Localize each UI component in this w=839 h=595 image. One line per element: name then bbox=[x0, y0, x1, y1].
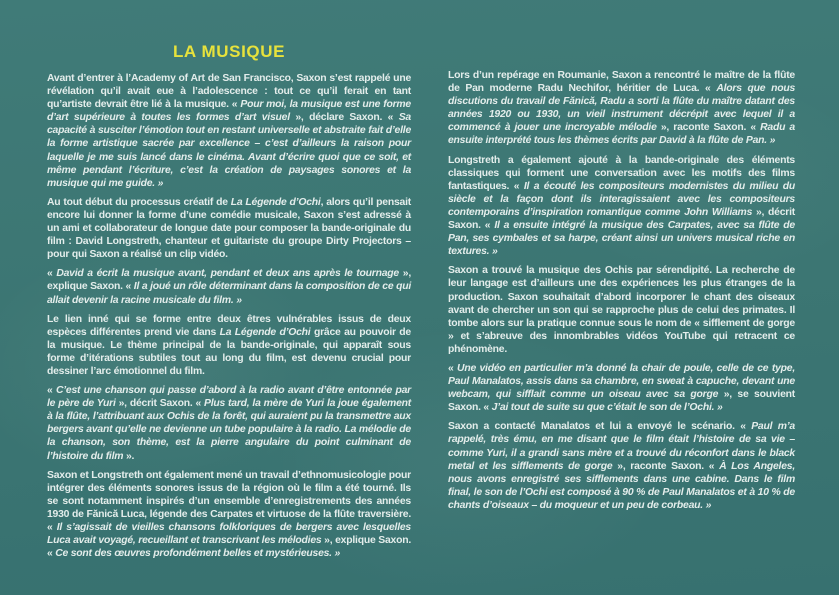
page-title: LA MUSIQUE bbox=[172, 42, 286, 61]
paragraph bbox=[448, 154, 795, 259]
body-text: », se souvient Saxon. « bbox=[448, 389, 795, 414]
quote-text: Il a écouté les compositeurs modernistes du milieu du siècle et la façon dont ils interagissaient avec les compositeurs contemporains d’inspiration romantique comme John Williams bbox=[448, 180, 795, 218]
left-column bbox=[47, 42, 411, 560]
quote-text: Il s’agissait de vieilles chansons folkloriques de bergers avec lesquelles Luca avait voyagé, recueillant et transcrivant les mélodies bbox=[47, 522, 411, 547]
body-text: Longstreth a également ajouté à la bande-originale des éléments classiques qui forment une conversation avec les motifs des films fantastiques. « bbox=[448, 154, 795, 192]
paragraph bbox=[47, 196, 411, 261]
paragraph bbox=[47, 384, 411, 463]
right-column bbox=[448, 42, 795, 560]
quote-text: La Légende d’Ochi bbox=[219, 326, 311, 338]
quote-text: J’ai tout de suite su que c’était le son de l’Ochi. » bbox=[491, 402, 723, 414]
quote-text: Il a ensuite intégré la musique des Carpates, avec sa flûte de Pan, ses cymbales et sa harpe, créant ainsi un univers musical riche en textures. » bbox=[448, 220, 795, 258]
paragraph bbox=[448, 264, 795, 356]
quote-text: C’est une chanson qui passe d’abord à la radio avant d’être entonnée par le père de Yuri bbox=[47, 385, 411, 410]
body-text: », explique Saxon. « bbox=[47, 268, 411, 293]
body-text: « bbox=[47, 385, 56, 397]
paragraph bbox=[47, 313, 411, 378]
quote-text: Paul m’a rappelé, très ému, en me disant que le film était l’histoire de sa vie – comme Yuri, il a grandi sans mère et a trouvé du réconfort dans le black metal et les sifflements de gorge bbox=[448, 421, 795, 472]
paragraph bbox=[47, 469, 411, 561]
quote-text: Alors que nous discutions du travail de Fănică, Radu a sorti la flûte du maître datant des années 1920 ou 1930, un vieil instrument décrépit avec lequel il a commencé à jouer une incroyable mélodie bbox=[448, 83, 796, 134]
quote-text: Sa capacité à susciter l’émotion tout en restant universelle et abstraite fait d’elle la forme artistique sacrée par excellence – c’est d’ailleurs la raison pour laquelle je me suis lancé dans le cinéma. Avant d’écrire quoi que ce soit, et même pendant l’écriture, c’est la création de paysages sonores et la musique qui me guide. » bbox=[47, 112, 411, 189]
paragraph bbox=[448, 69, 795, 148]
body-text: », déclare Saxon. « bbox=[289, 112, 399, 124]
body-text: », décrit Saxon. « bbox=[115, 398, 205, 410]
body-text: Saxon a trouvé la musique des Ochis par sérendipité. La recherche de leur langage est d’ailleurs une des expériences les plus étranges de la production. Saxon souhaitait d’abord incorporer le chant des oiseaux avant de chercher un son qui se rapproche plus de celui des primates. Il tombe alors sur la pratique connue sous le nom de « sifflement de gorge » et s’abreuve des innombrables vidéos YouTube qui retracent ce phénomène. bbox=[448, 265, 795, 355]
body-text: , alors qu’il pensait encore lui donner la forme d’une comédie musicale, Saxon s’est adressé à un ami et collaborateur de longue date pour composer la bande-originale du film : David Longstreth, chanteur et guitariste du groupe Dirty Projectors – pour qui Saxon a réalisé un clip vidéo. bbox=[47, 196, 411, 261]
body-text: Avant d’entrer à l’Academy of Art de San Francisco, Saxon s’est rappelé une révélation qu’il avait eue à l’adolescence : tout ce qu’il ferait en tant qu’artiste devrait être lié à la musique. « bbox=[47, 73, 411, 111]
quote-text: Radu a ensuite interprété tous les thèmes écrits par David à la flûte de Pan. » bbox=[448, 122, 795, 147]
body-text: », raconte Saxon. « bbox=[656, 122, 761, 134]
quote-text: À Los Angeles, nous avons enregistré ses sifflements dans une cabine. Dans le film final, le son de l’Ochi est composé à 90 % de Paul Manalatos et à 10 % de chants d’oiseaux – du moqueur et un peu de corbeau. » bbox=[448, 460, 795, 511]
quote-text: David a écrit la musique avant, pendant et deux ans après le tournage bbox=[56, 268, 399, 280]
body-text: grâce au pouvoir de la musique. Le thème principal de la bande-originale, qui apparaît sous forme d’itérations subtiles tout au long du film, est devenu crucial pour dessiner l’arc émotionnel du film. bbox=[47, 326, 411, 377]
quote-text: Pour moi, la musique est une forme d’art supérieure à toutes les formes d’art visuel bbox=[47, 99, 411, 124]
quote-text: Ce sont des œuvres profondément belles et mystérieuses. » bbox=[55, 548, 341, 560]
body-text: « bbox=[47, 268, 57, 280]
body-text: », décrit Saxon. « bbox=[448, 206, 795, 232]
article-columns bbox=[47, 42, 795, 560]
paragraph bbox=[47, 267, 411, 306]
body-text: », explique Saxon. « bbox=[47, 535, 411, 560]
body-text: Le lien inné qui se forme entre deux êtres vulnérables issus de deux espèces différentes prend vie dans bbox=[47, 313, 411, 338]
body-text: Saxon a contacté Manalatos et lui a envoyé le scénario. « bbox=[448, 421, 752, 433]
paragraph bbox=[47, 72, 411, 190]
body-text: « bbox=[448, 362, 458, 374]
body-text: », raconte Saxon. « bbox=[612, 460, 720, 472]
body-text: Au tout début du processus créatif de bbox=[47, 196, 231, 208]
paragraph bbox=[448, 362, 795, 414]
quote-text: Il a joué un rôle déterminant dans la composition de ce qui allait devenir la racine musicale du film. » bbox=[47, 281, 411, 306]
quote-text: La Légende d’Ochi bbox=[230, 196, 321, 208]
paragraph bbox=[448, 420, 795, 512]
quote-text: Plus tard, la mère de Yuri la joue également à la flûte, l’attribuant aux Ochis de la forêt, qui auraient pu la transmettre aux bergers avant qu’elle ne devienne un tube populaire à la radio. La mélodie de la chanson, son thème, est la pierre angulaire du point culminant de l’histoire du film bbox=[47, 398, 411, 462]
body-text: Saxon et Longstreth ont également mené un travail d’ethnomusicologie pour intégrer des éléments sonores issus de la région où le film a été tourné. Ils se sont notamment inspirés d’un ensemble d’enregistrements des années 1930 de Fănică Luca, légende des Carpates et virtuose de la flûte traversière. « bbox=[47, 469, 411, 533]
body-text: ». bbox=[123, 450, 135, 462]
quote-text: Une vidéo en particulier m’a donné la chair de poule, celle de ce type, Paul Manalatos, assis dans sa chambre, en sweat à capuche, devant une webcam, qui sifflait comme un oiseau avec sa gorge bbox=[448, 362, 795, 401]
body-text: Lors d’un repérage en Roumanie, Saxon a rencontré le maître de la flûte de Pan moderne Radu Nechifor, héritier de Luca. « bbox=[448, 70, 795, 95]
